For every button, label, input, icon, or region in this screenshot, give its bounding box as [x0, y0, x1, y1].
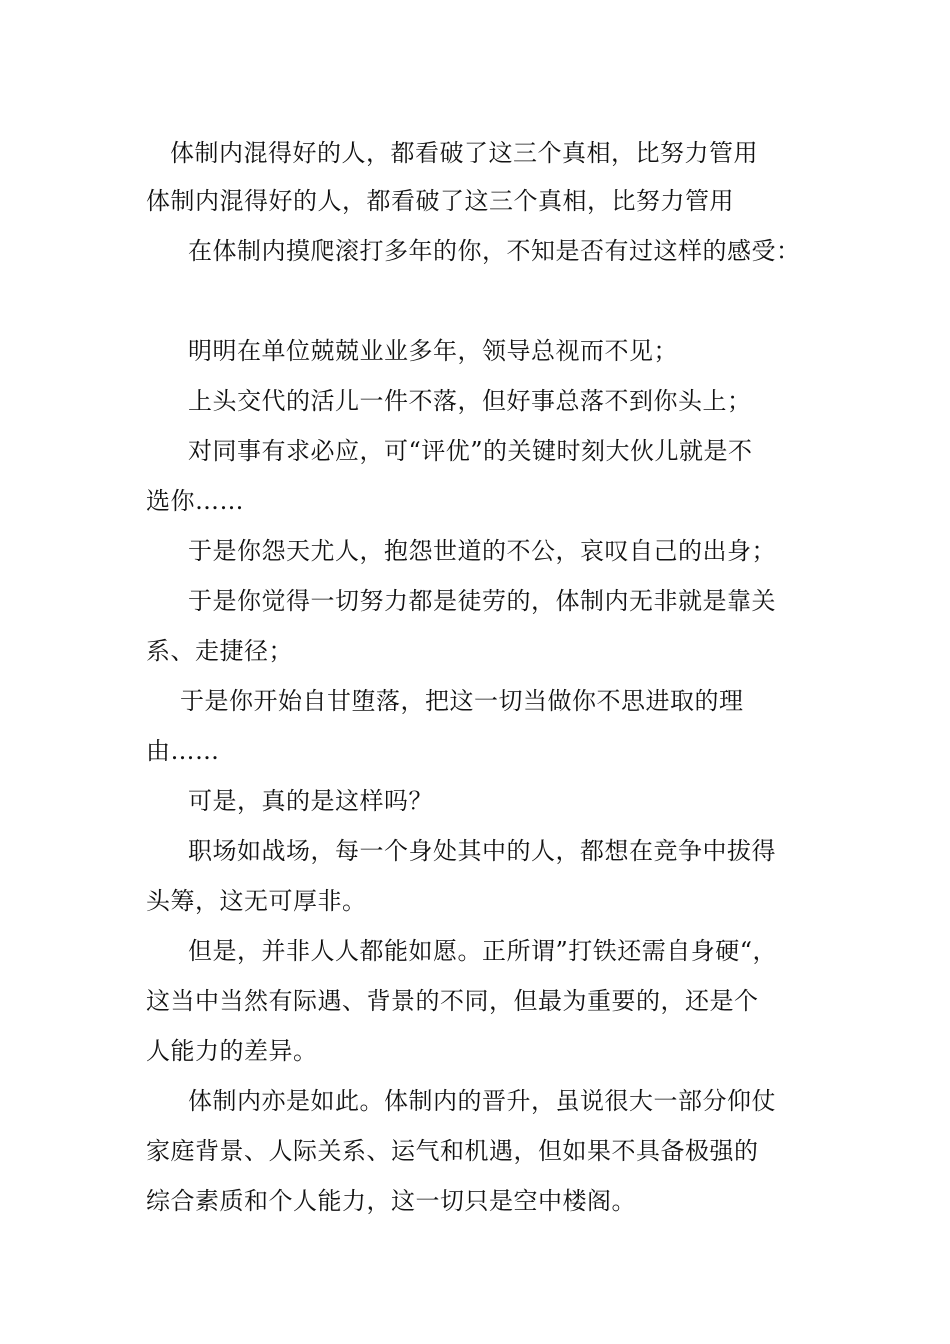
paragraph-line: 于是你觉得一切努力都是徒劳的，体制内无非就是靠关 [188, 587, 776, 615]
paragraph-line: 明明在单位兢兢业业多年，领导总视而不见； [188, 337, 678, 365]
paragraph-line: 这当中当然有际遇、背景的不同，但最为重要的，还是个 [146, 987, 759, 1015]
paragraph-line: 选你…… [146, 487, 244, 515]
paragraph-line: 职场如战场，每一个身处其中的人，都想在竞争中拔得 [188, 837, 776, 865]
paragraph-line: 体制内亦是如此。体制内的晋升，虽说很大一部分仰仗 [188, 1087, 776, 1115]
paragraph-line: 家庭背景、人际关系、运气和机遇，但如果不具备极强的 [146, 1137, 759, 1165]
paragraph-line: 对同事有求必应，可“评优”的关键时刻大伙儿就是不 [188, 437, 753, 465]
paragraph-line: 由…… [146, 737, 220, 765]
paragraph-line: 头筹，这无可厚非。 [146, 887, 367, 915]
paragraph-line: 上头交代的活儿一件不落，但好事总落不到你头上； [188, 387, 752, 415]
paragraph-line: 于是你怨天尤人，抱怨世道的不公，哀叹自己的出身； [188, 537, 776, 565]
paragraph-line: 在体制内摸爬滚打多年的你，不知是否有过这样的感受： [188, 237, 801, 265]
paragraph-line: 综合素质和个人能力，这一切只是空中楼阁。 [146, 1187, 636, 1215]
paragraph-line: 可是，真的是这样吗？ [188, 787, 433, 815]
paragraph-line: 系、走捷径； [146, 637, 293, 665]
paragraph-line: 人能力的差异。 [146, 1037, 318, 1065]
document-title: 体制内混得好的人，都看破了这三个真相，比努力管用 [170, 139, 758, 167]
paragraph-line: 于是你开始自甘堕落，把这一切当做你不思进取的理 [180, 687, 744, 715]
document-title-repeat: 体制内混得好的人，都看破了这三个真相，比努力管用 [146, 187, 734, 215]
paragraph-line: 但是，并非人人都能如愿。正所谓”打铁还需自身硬“， [188, 937, 778, 965]
